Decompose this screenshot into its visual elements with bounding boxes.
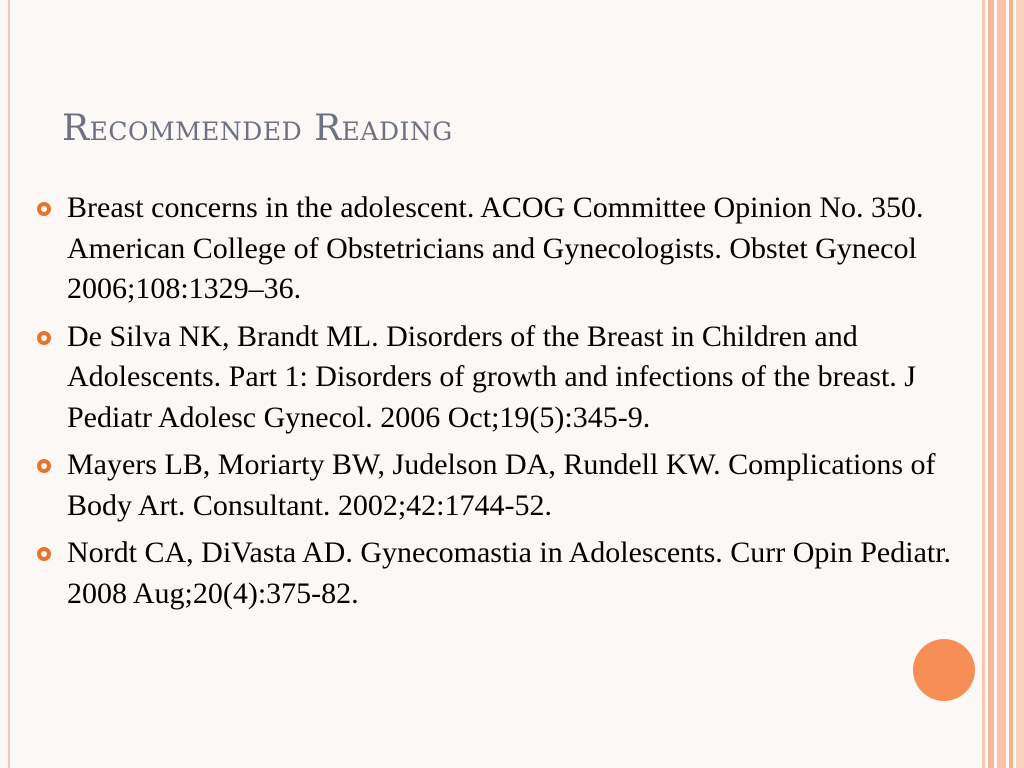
reference-text: De Silva NK, Brandt ML. Disorders of the Breast in Children and Adolescents. Part 1: Disorders of growth and infections of the breast. J Pediatr Adolesc Gynecol. 2006 Oct;19(5):345-9. [67,319,916,434]
reference-item [34,317,964,439]
circle-bullet-icon [37,547,51,561]
decorative-orange-circle [913,639,975,701]
right-decorative-stripe [982,0,985,768]
right-decorative-stripe [1009,0,1013,768]
reference-text: Mayers LB, Moriarty BW, Judelson DA, Rundell KW. Complications of Body Art. Consultant. 2002;42:1744-52. [67,448,936,522]
reference-item [34,188,964,310]
reference-list [34,188,964,621]
slide-title: Recommended Reading [62,108,453,149]
circle-bullet-icon [37,202,51,216]
circle-bullet-icon [37,459,51,473]
reference-item [34,533,964,614]
left-border-line [8,0,10,768]
circle-bullet-icon [37,331,51,345]
right-decorative-stripe [997,0,1006,768]
reference-text: Breast concerns in the adolescent. ACOG Committee Opinion No. 350. American College of Obstetricians and Gynecologists. Obstet Gynecol 2006;108:1329–36. [67,191,924,305]
reference-item [34,445,964,526]
right-decorative-stripe [988,0,994,768]
right-decorative-stripe [1016,0,1024,768]
reference-text: Nordt CA, DiVasta AD. Gynecomastia in Adolescents. Curr Opin Pediatr. 2008 Aug;20(4):375-82. [67,536,952,610]
